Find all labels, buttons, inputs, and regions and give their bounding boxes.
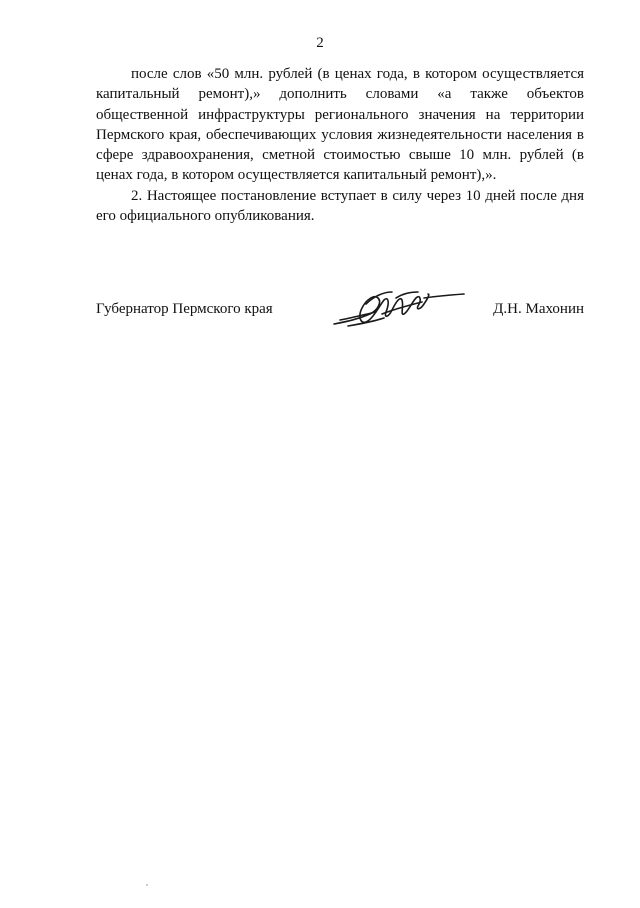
page-number: 2 [316, 35, 324, 51]
paragraph-effective-date: 2. Настоящее постановление вступает в силу через 10 дней после дня его официального опубликования. [96, 187, 584, 225]
handwritten-signature [326, 284, 466, 334]
signature-block [96, 280, 584, 340]
scan-speck [146, 884, 148, 886]
document-body [96, 64, 584, 226]
paragraph-amendment: после слов «50 млн. рублей (в ценах года, в котором осуществляется капитальный ремонт),» дополнить словами «а также объектов общественной инфраструктуры регионального значения на территории Пермского края, обеспечивающих условия жизнедеятельности населения в сфере здравоохранения, сметной стоимостью свыше 10 млн. рублей (в ценах года, в котором осуществляется капитальный ремонт),». [96, 66, 584, 184]
signatory-position: Губернатор Пермского края [96, 301, 273, 317]
signatory-name: Д.Н. Махонин [493, 301, 584, 317]
